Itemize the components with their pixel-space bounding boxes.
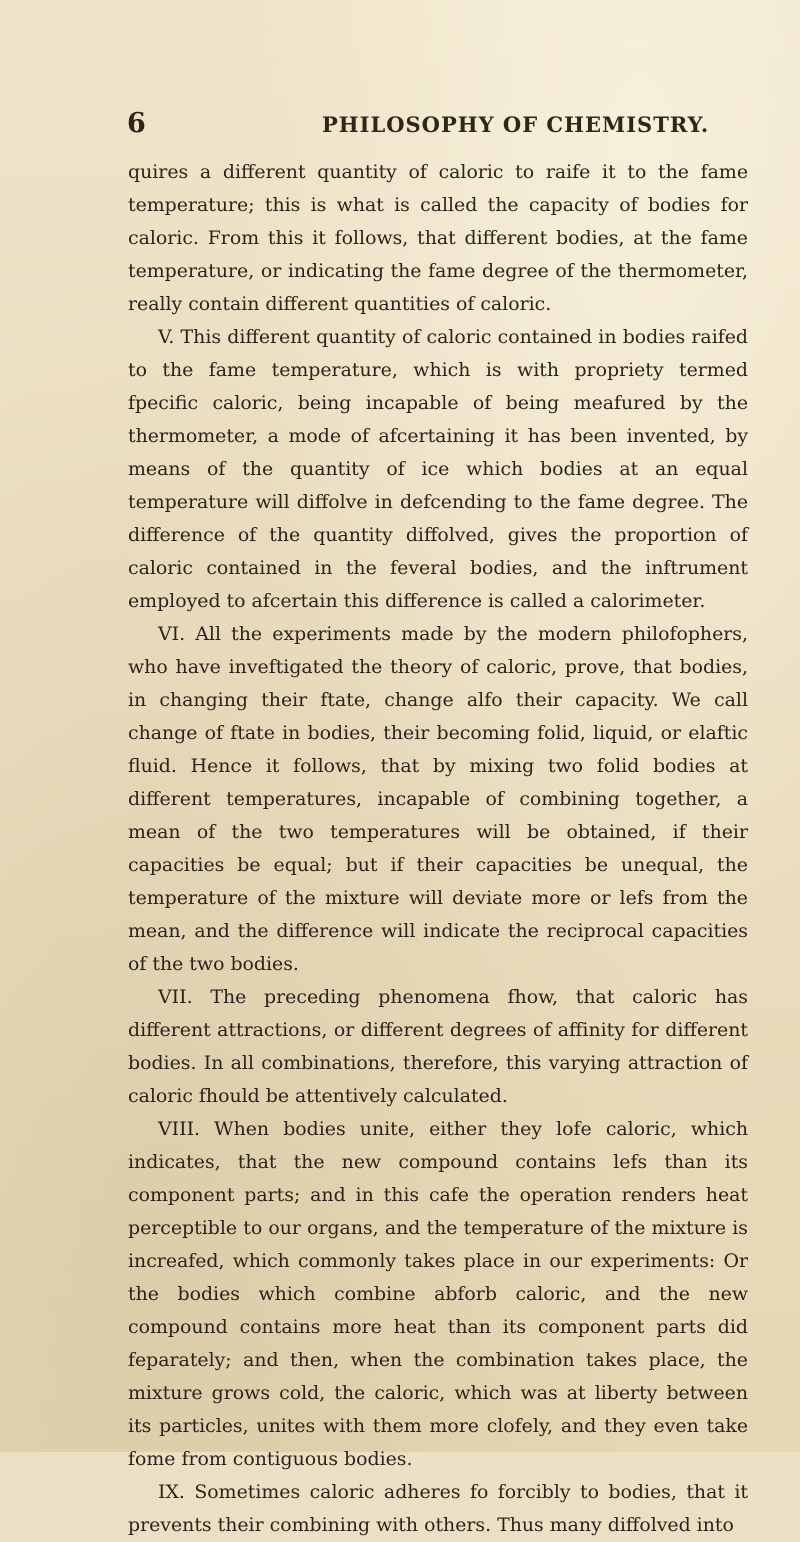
body-text [128, 156, 748, 1542]
paragraph-continuation: quires a different quantity of caloric to raife it to the fame temperature; this is what is called the capacity of bodies for caloric. From this it follows, that different bodies, at the fame temperature, or indicating the fame degree of the thermometer, really contain different quantities of caloric. [128, 161, 748, 315]
paragraph-vii: VII. The preceding phenomena fhow, that caloric has different attractions, or different degrees of affinity for different bodies. In all combinations, therefore, this varying attraction of caloric fhould be attentively calculated. [128, 986, 748, 1107]
paragraph-v: V. This different quantity of caloric contained in bodies raifed to the fame temperature, which is with propriety termed fpecific caloric, being incapable of being meafured by the thermometer, a mode of afcertaining it has been invented, by means of the quantity of ice which bodies at an equal temperature will diffolve in defcending to the fame degree. The difference of the quantity diffolved, gives the proportion of caloric contained in the feveral bodies, and the inftrument employed to afcertain this difference is called a calorimeter. [128, 326, 748, 612]
paragraph-viii: VIII. When bodies unite, either they lofe caloric, which indicates, that the new compound contains lefs than its component parts; and in this cafe the operation renders heat perceptible to our organs, and the temperature of the mixture is increafed, which commonly takes place in our experiments: Or the bodies which combine abforb caloric, and the new compound contains more heat than its component parts did feparately; and then, when the combination takes place, the mixture grows cold, the caloric, which was at liberty between its particles, unites with them more clofely, and they even take fome from contiguous bodies. [128, 1118, 748, 1470]
paragraph-ix: IX. Sometimes caloric adheres fo forcibly to bodies, that it prevents their combining with others. Thus many diffolved into [128, 1481, 748, 1536]
running-title: PHILOSOPHY OF CHEMISTRY. [322, 112, 710, 137]
paragraph-vi: VI. All the experiments made by the modern philofophers, who have inveftigated the theory of caloric, prove, that bodies, in changing their ftate, change alfo their capacity. We call change of ftate in bodies, their becoming folid, liquid, or elaftic fluid. Hence it follows, that by mixing two folid bodies at different temperatures, incapable of combining together, a mean of the two temperatures will be obtained, if their capacities be equal; but if their capacities be unequal, the temperature of the mixture will deviate more or lefs from the mean, and the difference will indicate the reciprocal capacities of the two bodies. [128, 623, 748, 975]
page-header [127, 108, 747, 148]
page-number: 6 [127, 108, 146, 139]
